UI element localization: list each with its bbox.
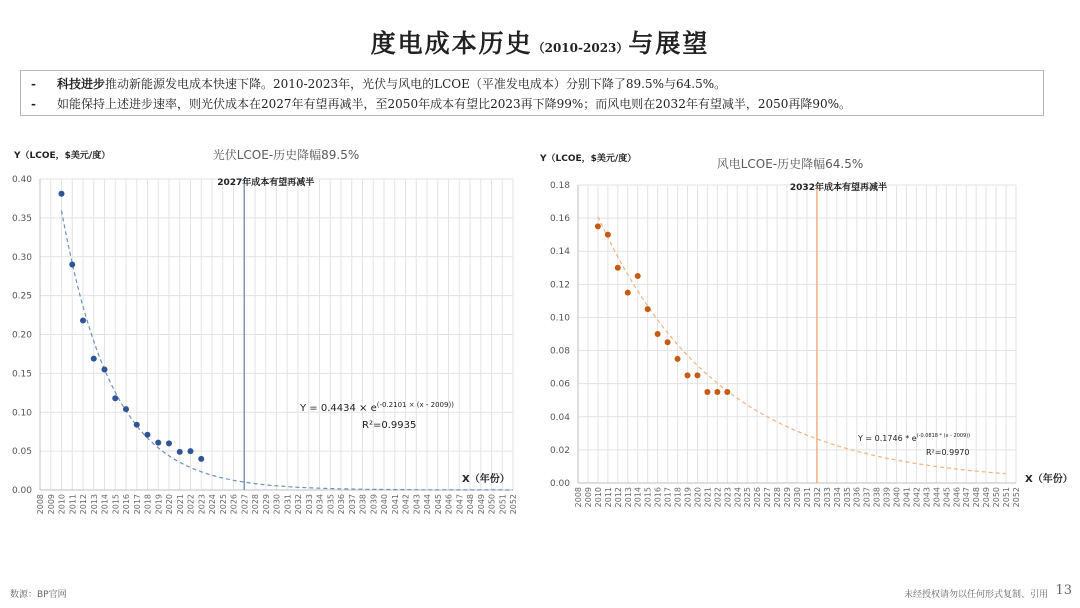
wind-chart-title: 风电LCOE-历史降幅64.5% (716, 157, 864, 171)
solar-x-tick-label: 2015 (111, 494, 121, 515)
wind-x-tick-label: 2039 (882, 487, 892, 508)
solar-x-tick-label: 2024 (208, 494, 217, 515)
wind-x-tick-label: 2036 (852, 487, 862, 508)
wind-y-tick-label: 0.08 (549, 346, 570, 357)
wind-x-tick-label: 2029 (783, 487, 793, 508)
solar-data-point (102, 366, 108, 372)
solar-chart-title: 光伏LCOE-历史降幅89.5% (212, 148, 360, 162)
solar-y-tick-label: 0.30 (11, 252, 32, 263)
solar-x-tick-label: 2044 (423, 494, 432, 515)
wind-data-point (655, 331, 661, 337)
solar-x-tick-label: 2030 (272, 494, 282, 515)
title-main: 度电成本历史 (370, 29, 533, 58)
wind-y-axis-title: Y（LCOE，$美元/度） (540, 154, 637, 164)
wind-x-tick-label: 2044 (932, 487, 942, 508)
wind-data-point (685, 372, 691, 378)
wind-x-tick-label: 2012 (613, 487, 623, 508)
solar-x-tick-label: 2039 (369, 494, 379, 515)
wind-data-point (605, 232, 611, 238)
wind-x-tick-label: 2051 (1002, 487, 1012, 508)
wind-x-tick-label: 2009 (583, 487, 593, 508)
wind-y-tick-label: 0.00 (549, 479, 570, 489)
wind-x-tick-label: 2015 (643, 487, 653, 508)
solar-x-tick-label: 2043 (412, 494, 422, 515)
solar-x-tick-label: 2052 (509, 494, 518, 515)
title-years: （2010-2023） (532, 41, 629, 55)
wind-equation-exponent: (-0.0818 * (x - 2009)) (916, 433, 971, 439)
solar-data-point (59, 191, 65, 197)
solar-y-tick-label: 0.00 (11, 486, 32, 496)
solar-data-point (134, 422, 140, 428)
wind-x-tick-label: 2014 (633, 487, 643, 508)
wind-x-tick-label: 2033 (822, 487, 832, 508)
wind-equation (857, 433, 970, 443)
wind-x-tick-label: 2046 (952, 487, 962, 508)
solar-x-axis-title: X（年份） (462, 474, 510, 485)
solar-x-tick-label: 2012 (79, 494, 88, 515)
solar-x-tick-label: 2032 (294, 494, 303, 515)
wind-x-tick-label: 2042 (912, 487, 922, 508)
solar-r-squared: R²=0.9935 (362, 420, 417, 431)
solar-x-tick-label: 2042 (401, 494, 411, 515)
wind-y-tick-label: 0.14 (549, 247, 570, 258)
title-end: 与展望 (628, 29, 710, 58)
copyright-notice: 未经授权请勿以任何形式复制、引用 (903, 590, 1048, 600)
solar-data-point (123, 406, 129, 412)
solar-x-tick-label: 2035 (326, 494, 336, 515)
bullet-dash: - (31, 97, 36, 111)
solar-x-tick-label: 2050 (487, 494, 497, 515)
solar-x-tick-label: 2027 (240, 494, 250, 515)
wind-y-tick-label: 0.10 (549, 313, 570, 324)
solar-data-point (166, 440, 172, 446)
solar-x-tick-label: 2019 (154, 494, 164, 515)
solar-x-tick-label: 2038 (358, 494, 368, 515)
wind-data-point (595, 223, 601, 229)
wind-y-tick-label: 0.16 (549, 214, 570, 225)
wind-x-tick-label: 2048 (972, 487, 982, 508)
solar-x-tick-label: 2041 (390, 494, 400, 515)
wind-x-tick-label: 2011 (603, 487, 613, 508)
wind-x-tick-label: 2034 (832, 487, 842, 508)
wind-y-tick-label: 0.04 (549, 412, 570, 423)
solar-data-point (155, 440, 161, 446)
solar-data-point (188, 448, 194, 454)
solar-data-point (69, 262, 75, 268)
wind-x-tick-label: 2037 (862, 487, 872, 508)
solar-x-tick-label: 2018 (143, 494, 153, 515)
wind-x-tick-label: 2020 (693, 487, 703, 508)
solar-x-tick-label: 2045 (433, 494, 443, 515)
solar-y-tick-label: 0.40 (11, 175, 32, 185)
solar-x-tick-label: 2049 (476, 494, 486, 515)
wind-x-tick-label: 2024 (733, 487, 743, 508)
wind-data-point (704, 389, 710, 395)
wind-x-tick-label: 2013 (623, 487, 633, 508)
wind-y-tick-label: 0.02 (549, 445, 570, 456)
solar-data-point (198, 456, 204, 462)
solar-y-tick-label: 0.15 (11, 369, 32, 380)
wind-x-tick-label: 2027 (763, 487, 773, 508)
wind-x-tick-label: 2031 (802, 487, 812, 508)
solar-reference-label: 2027年成本有望再减半 (217, 178, 315, 188)
solar-y-tick-label: 0.10 (11, 408, 32, 419)
wind-x-tick-label: 2052 (1012, 487, 1021, 508)
wind-x-tick-label: 2041 (902, 487, 912, 508)
wind-x-tick-label: 2028 (773, 487, 783, 508)
wind-data-point (675, 356, 681, 362)
wind-x-tick-label: 2045 (942, 487, 952, 508)
wind-reference-label: 2032年成本有望再减半 (789, 183, 887, 193)
solar-x-tick-label: 2008 (36, 494, 45, 515)
wind-x-tick-label: 2021 (703, 487, 713, 508)
solar-x-tick-label: 2013 (89, 494, 99, 515)
wind-r-squared: R²=0.9970 (926, 448, 970, 457)
wind-x-tick-label: 2035 (842, 487, 852, 508)
wind-data-point (714, 389, 720, 395)
wind-x-tick-label: 2025 (743, 487, 753, 508)
solar-x-tick-label: 2051 (498, 494, 508, 515)
solar-x-tick-label: 2025 (218, 494, 228, 515)
solar-x-tick-label: 2023 (197, 494, 207, 515)
solar-x-tick-label: 2047 (455, 494, 465, 515)
solar-x-tick-label: 2036 (337, 494, 346, 515)
wind-x-tick-label: 2017 (663, 487, 673, 508)
wind-x-tick-label: 2038 (872, 487, 882, 508)
page-number: 13 (1055, 583, 1072, 598)
solar-x-tick-label: 2046 (444, 494, 454, 515)
solar-x-tick-label: 2021 (175, 494, 185, 515)
wind-x-tick-label: 2047 (962, 487, 972, 508)
wind-x-tick-label: 2018 (673, 487, 683, 508)
solar-x-tick-label: 2034 (315, 494, 325, 515)
solar-x-tick-label: 2022 (186, 494, 196, 515)
solar-equation-exponent: (-0.2101 × (x - 2009)) (376, 401, 454, 409)
wind-y-tick-label: 0.12 (549, 280, 570, 291)
summary-line-1-rest: 推动新能源发电成本快速下降。2010-2023年，光伏与风电的LCOE（平准发电成本）分别下降了89.5%与64.5%。 (105, 77, 727, 91)
solar-x-tick-label: 2014 (100, 494, 110, 515)
solar-x-tick-label: 2048 (466, 494, 475, 515)
solar-data-point (177, 449, 183, 455)
solar-x-tick-label: 2040 (380, 494, 389, 515)
solar-data-point (145, 432, 151, 438)
wind-y-tick-label: 0.06 (549, 379, 570, 390)
wind-data-point (665, 339, 671, 345)
summary-line-1-bold: 科技进步 (57, 77, 106, 91)
wind-x-tick-label: 2022 (713, 487, 723, 508)
solar-x-tick-label: 2028 (251, 494, 260, 515)
wind-x-tick-label: 2016 (653, 487, 663, 508)
wind-x-tick-label: 2010 (593, 487, 603, 508)
solar-data-point (112, 395, 118, 401)
source-note: 数源：BP官网 (10, 590, 67, 600)
wind-x-tick-label: 2032 (812, 487, 822, 508)
solar-x-tick-label: 2016 (122, 494, 131, 515)
wind-equation-base: Y = 0.1746 * e (858, 434, 917, 443)
solar-x-tick-label: 2026 (229, 494, 239, 515)
solar-y-tick-label: 0.35 (11, 213, 32, 224)
wind-data-point (615, 265, 621, 271)
wind-x-axis-title: X（年份） (1025, 474, 1073, 485)
solar-x-tick-label: 2033 (304, 494, 314, 515)
wind-x-tick-label: 2026 (753, 487, 763, 508)
wind-data-point (694, 372, 700, 378)
solar-equation-base: Y = 0.4434 × e (300, 403, 377, 414)
wind-x-tick-label: 2030 (793, 487, 802, 508)
solar-x-tick-label: 2017 (132, 494, 142, 515)
solar-data-point (91, 356, 97, 362)
bullet-dash: - (31, 77, 36, 91)
wind-x-tick-label: 2008 (574, 487, 583, 508)
wind-x-tick-label: 2040 (892, 487, 902, 508)
solar-x-tick-label: 2029 (261, 494, 271, 515)
solar-x-tick-label: 2010 (57, 494, 67, 515)
wind-y-tick-label: 0.18 (549, 181, 570, 191)
solar-y-axis-title: Y（LCOE，$美元/度） (14, 151, 111, 161)
wind-x-tick-label: 2023 (723, 487, 733, 508)
solar-x-tick-label: 2020 (165, 494, 174, 515)
wind-data-point (635, 273, 641, 279)
solar-x-tick-label: 2009 (46, 494, 56, 515)
wind-data-point (724, 389, 730, 395)
solar-y-tick-label: 0.25 (11, 291, 32, 302)
solar-y-tick-label: 0.05 (11, 447, 32, 458)
solar-x-tick-label: 2031 (283, 494, 293, 515)
solar-data-point (80, 318, 86, 324)
wind-data-point (625, 290, 631, 296)
wind-data-point (645, 306, 651, 312)
solar-x-tick-label: 2011 (68, 494, 78, 515)
summary-line-2-text: 如能保持上述进步速率，则光伏成本在2027年有望再减半，至2050年成本有望比2023再下降99%；而风电则在2032年有望减半，2050再降90%。 (57, 97, 852, 111)
wind-x-tick-label: 2019 (683, 487, 693, 508)
solar-x-tick-label: 2037 (347, 494, 357, 515)
solar-y-tick-label: 0.20 (11, 330, 32, 341)
wind-x-tick-label: 2043 (922, 487, 932, 508)
wind-x-tick-label: 2050 (992, 487, 1002, 508)
wind-x-tick-label: 2049 (982, 487, 992, 508)
